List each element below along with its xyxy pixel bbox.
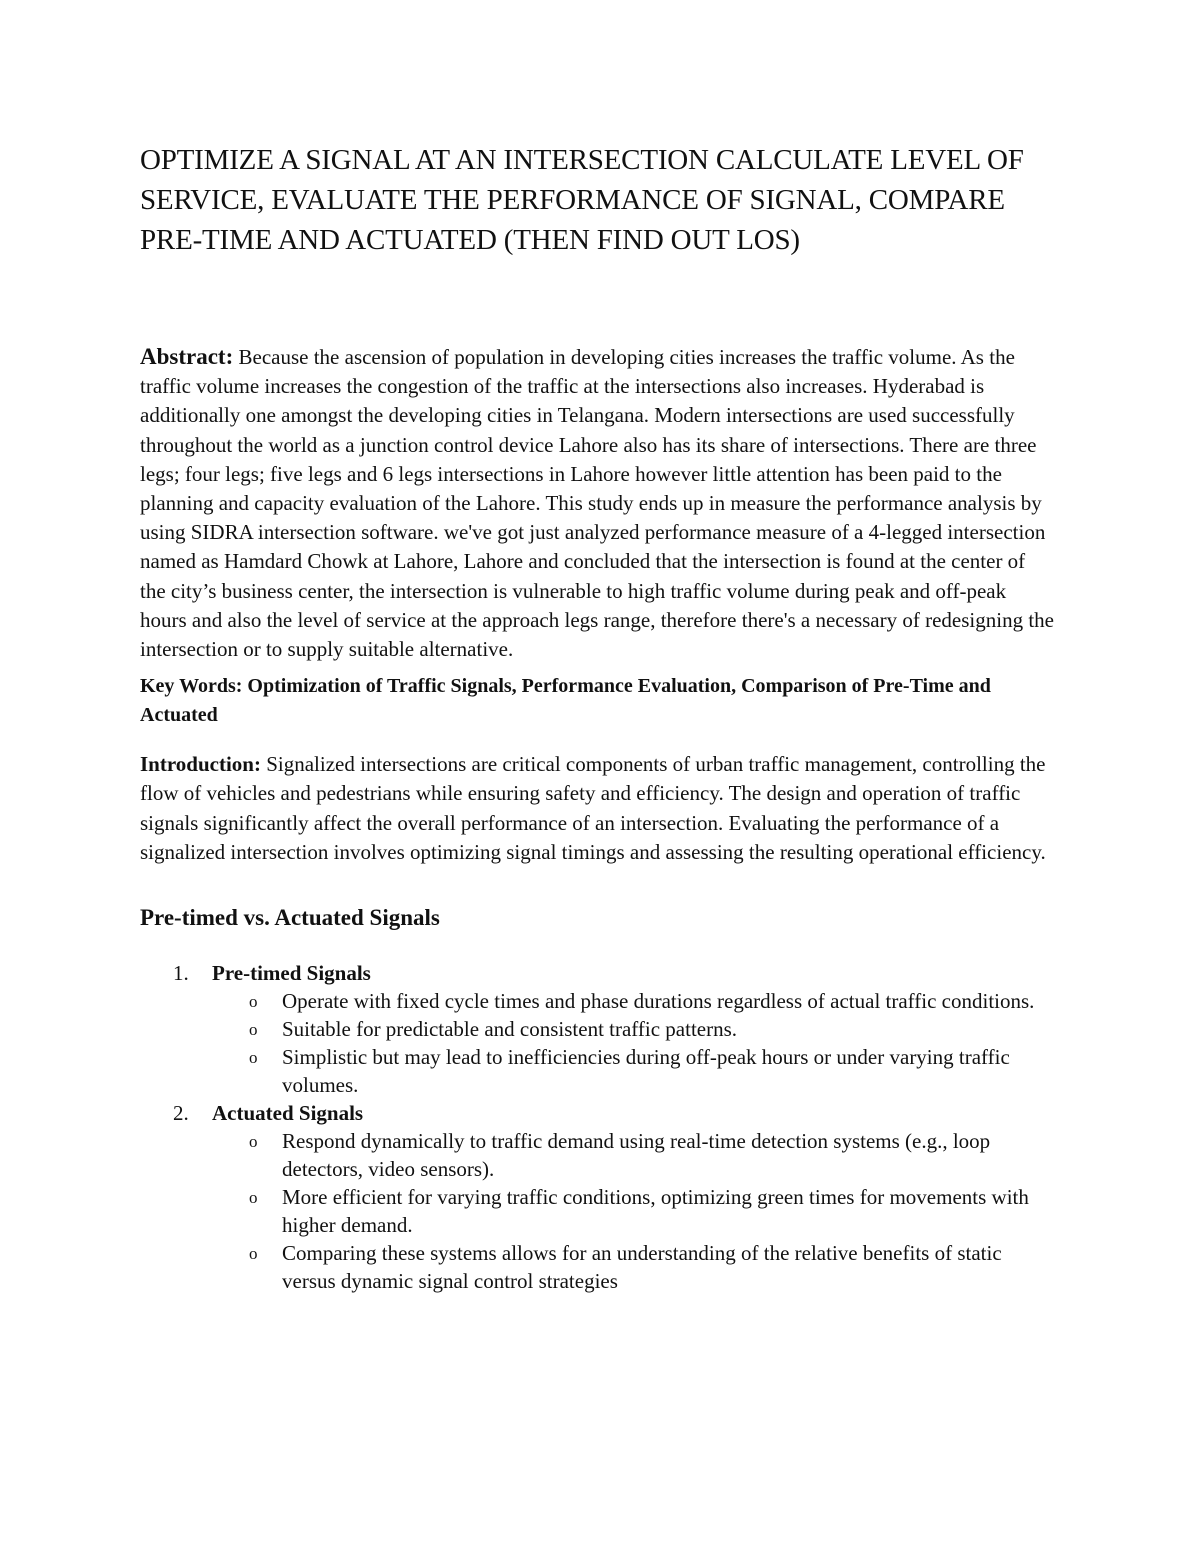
point-text: Suitable for predictable and consistent traffic patterns. [282, 1017, 738, 1042]
list-number: 1. [173, 961, 189, 986]
keywords-text: Optimization of Traffic Signals, Performance Evaluation, Comparison of Pre-Time and Actuated [140, 675, 991, 727]
introduction-label: Introduction: [140, 752, 261, 777]
bullet-icon: o [249, 1244, 258, 1264]
section-heading: Pre-timed vs. Actuated Signals [140, 905, 440, 931]
list-item [212, 1127, 1055, 1183]
list-item-title: Actuated Signals [212, 1101, 364, 1126]
bullet-icon: o [249, 1048, 258, 1068]
point-text: Comparing these systems allows for an understanding of the relative benefits of static versus dynamic signal control strategies [282, 1241, 1002, 1294]
actuated-points [212, 1127, 1055, 1295]
list-item [212, 1015, 1055, 1043]
keywords-paragraph [140, 672, 1055, 730]
bullet-icon: o [249, 1020, 258, 1040]
list-item [212, 1239, 1055, 1295]
document-title: OPTIMIZE A SIGNAL AT AN INTERSECTION CALCULATE LEVEL OF SERVICE, EVALUATE THE PERFORMANCE OF SIGNAL, COMPARE PRE-TIME AND ACTUATED (THEN FIND OUT LOS) [140, 144, 1024, 256]
signal-types-list [140, 959, 1055, 1295]
abstract-text: Because the ascension of population in developing cities increases the traffic volume. As the traffic volume increases the congestion of the traffic at the intersections also increases. Hyderabad is additionally one amongst the developing cities in Telangana. Modern intersections are used successfully throughout the world as a junction control device Lahore also has its share of intersections. There are three legs; four legs; five legs and 6 legs intersections in Lahore however little attention has been paid to the planning and capacity evaluation of the Lahore. This study ends up in measure the performance analysis by using SIDRA intersection software. we've got just analyzed performance measure of a 4-legged intersection named as Hamdard Chowk at Lahore, Lahore and concluded that the intersection is found at the center of the city’s business center, the intersection is vulnerable to high traffic volume during peak and off-peak hours and also the level of service at the approach legs range, therefore there's a necessary of redesigning the intersection or to supply suitable alternative. [140, 345, 1054, 662]
document-page [140, 140, 1055, 1295]
list-item-actuated [140, 1099, 1055, 1295]
abstract-label: Abstract: [140, 344, 234, 369]
point-text: More efficient for varying traffic conditions, optimizing green times for movements with higher demand. [282, 1185, 1029, 1238]
introduction-text: Signalized intersections are critical components of urban traffic management, controlling the flow of vehicles and pedestrians while ensuring safety and efficiency. The design and operation of traffic signals significantly affect the overall performance of an intersection. Evaluating the performance of a signalized intersection involves optimizing signal timings and assessing the resulting operational efficiency. [140, 752, 1046, 864]
list-item [212, 987, 1055, 1015]
pretimed-points [212, 987, 1055, 1099]
point-text: Operate with fixed cycle times and phase durations regardless of actual traffic conditions. [282, 989, 1035, 1014]
point-text: Simplistic but may lead to inefficiencies during off-peak hours or under varying traffic volumes. [282, 1045, 1010, 1098]
list-item-pretimed [140, 959, 1055, 1099]
list-item-title: Pre-timed Signals [212, 961, 371, 986]
introduction-paragraph [140, 750, 1055, 867]
list-item [212, 1183, 1055, 1239]
list-number: 2. [173, 1101, 189, 1126]
keywords-label: Key Words: [140, 675, 243, 698]
bullet-icon: o [249, 1188, 258, 1208]
point-text: Respond dynamically to traffic demand using real-time detection systems (e.g., loop detectors, video sensors). [282, 1129, 991, 1182]
bullet-icon: o [249, 1132, 258, 1152]
bullet-icon: o [249, 992, 258, 1012]
abstract-paragraph [140, 342, 1055, 664]
list-item [212, 1043, 1055, 1099]
